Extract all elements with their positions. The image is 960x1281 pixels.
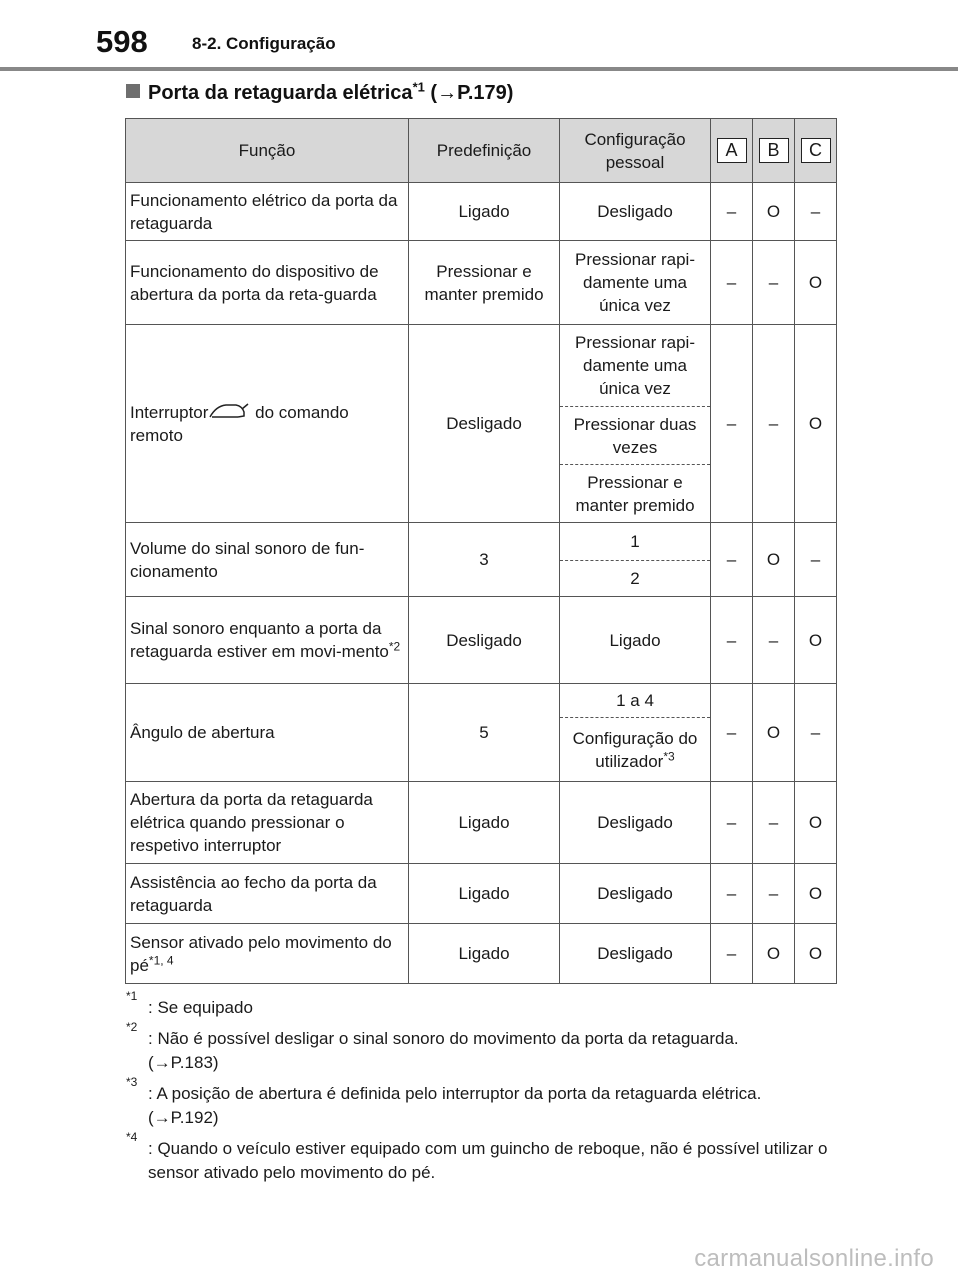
row-function	[126, 597, 409, 684]
row-a: –	[711, 597, 753, 684]
section-title-ref: (→P.179)	[430, 82, 514, 104]
row-b: –	[753, 241, 795, 325]
section-title	[126, 79, 514, 105]
row-c: O	[795, 597, 837, 684]
row-function: Ângulo de abertura	[126, 684, 409, 782]
row-default: Pressionar e manter premido	[409, 241, 560, 325]
row-default: Desligado	[409, 325, 560, 523]
header-b	[753, 119, 795, 183]
row-b: O	[753, 523, 795, 597]
row-setting-3: Pressionar e manter premido	[560, 465, 711, 523]
header-personal-line2: pessoal	[605, 152, 665, 172]
header-function: Função	[126, 119, 409, 183]
table-row	[126, 325, 837, 407]
footnote-text: : Se equipado	[148, 998, 253, 1017]
row-function: Assistência ao fecho da porta da retaguarda	[126, 864, 409, 924]
row-function: Volume do sinal sonoro de fun-cionamento	[126, 523, 409, 597]
row-function: Funcionamento elétrico da porta da retaguarda	[126, 183, 409, 241]
row-b: –	[753, 325, 795, 523]
table-row	[126, 924, 837, 984]
footnote-4: *4 : Quando o veículo estiver equipado com um guincho de reboque, não é possível utilizar o sensor ativado pelo movimento do pé.	[126, 1130, 828, 1182]
row-setting-2: Pressionar duas vezes	[560, 407, 711, 465]
section-title-text: Porta da retaguarda elétrica	[148, 82, 413, 104]
footnote-ref[interactable]: (→P.192)	[148, 1108, 219, 1127]
header-divider	[0, 67, 958, 71]
row-setting-2: 2	[560, 561, 711, 597]
header-c-box: C	[801, 138, 831, 163]
row-setting: Desligado	[560, 924, 711, 984]
row-c: O	[795, 864, 837, 924]
row-setting-2	[560, 718, 711, 782]
row-setting-2-footnote: *3	[663, 748, 675, 763]
row-c: –	[795, 523, 837, 597]
row-c: O	[795, 241, 837, 325]
table-row	[126, 241, 837, 325]
row-setting: Ligado	[560, 597, 711, 684]
footnote-text: : Quando o veículo estiver equipado com um guincho de reboque, não é possível utilizar o sensor ativado pelo movimento do pé.	[148, 1139, 828, 1182]
row-c: O	[795, 325, 837, 523]
header-a	[711, 119, 753, 183]
table-row	[126, 183, 837, 241]
table-row	[126, 782, 837, 864]
page-number: 598	[96, 24, 148, 59]
row-b: –	[753, 597, 795, 684]
row-default: Ligado	[409, 183, 560, 241]
row-function-text: Sinal sonoro enquanto a porta da retaguarda estiver em movi-mento	[130, 619, 389, 661]
header-personal	[560, 119, 711, 183]
table-header-row	[126, 119, 837, 183]
row-function: Funcionamento do dispositivo de abertura da porta da reta-guarda	[126, 241, 409, 325]
footnote-3: *3 : A posição de abertura é definida pelo interruptor da porta da retaguarda elétrica. (→P.192)	[126, 1082, 846, 1130]
row-c: O	[795, 924, 837, 984]
row-b: O	[753, 684, 795, 782]
row-a: –	[711, 325, 753, 523]
footnote-ref[interactable]: (→P.183)	[148, 1053, 219, 1072]
row-function-footnote: *2	[388, 639, 401, 654]
row-setting: Desligado	[560, 782, 711, 864]
header-b-box: B	[759, 138, 789, 163]
header-personal-line1: Configuração	[584, 129, 686, 149]
row-b: –	[753, 782, 795, 864]
row-c: –	[795, 183, 837, 241]
table-row	[126, 864, 837, 924]
table-row	[126, 684, 837, 718]
row-function-text: Sensor ativado pelo movimento do pé	[130, 932, 392, 975]
footnote-2: *2 : Não é possível desligar o sinal sonoro do movimento da porta da retaguarda. (→P.183)	[126, 1027, 846, 1075]
row-a: –	[711, 684, 753, 782]
watermark: carmanualsonline.info	[694, 1245, 934, 1272]
row-function-before: Interruptor	[130, 402, 209, 422]
row-a: –	[711, 782, 753, 864]
footnote-1: *1 : Se equipado	[126, 989, 253, 1017]
row-default: 3	[409, 523, 560, 597]
row-setting-1: 1	[560, 523, 711, 561]
row-function	[126, 924, 409, 984]
row-a: –	[711, 924, 753, 984]
footnotes	[126, 989, 846, 1192]
row-a: –	[711, 241, 753, 325]
row-setting-2-text: Configuração do utilizador	[572, 728, 698, 771]
header-default: Predefinição	[409, 119, 560, 183]
row-a: –	[711, 864, 753, 924]
footnote-text: : Não é possível desligar o sinal sonoro do movimento da porta da retaguarda.	[148, 1029, 739, 1048]
header-a-box: A	[717, 138, 747, 163]
row-function-footnote: *1, 4	[148, 952, 174, 967]
row-function	[126, 325, 409, 523]
row-b: O	[753, 183, 795, 241]
row-default: Ligado	[409, 924, 560, 984]
row-setting-1: 1 a 4	[560, 684, 711, 718]
row-default: Ligado	[409, 864, 560, 924]
row-function: Abertura da porta da retaguarda elétrica quando pressionar o respetivo interruptor	[126, 782, 409, 864]
row-default: Desligado	[409, 597, 560, 684]
table-row	[126, 597, 837, 684]
footnote-text: : A posição de abertura é definida pelo interruptor da porta da retaguarda elétrica.	[148, 1084, 762, 1103]
row-function-after: do comando remoto	[130, 402, 349, 445]
square-bullet-icon	[126, 84, 140, 98]
back-door-remote-button-icon	[208, 402, 250, 420]
settings-table	[125, 118, 837, 984]
row-setting: Desligado	[560, 183, 711, 241]
row-setting: Pressionar rapi-damente uma única vez	[560, 241, 711, 325]
chapter-title: 8-2. Configuração	[192, 34, 336, 53]
section-title-footnote: *1	[412, 79, 425, 95]
row-default: Ligado	[409, 782, 560, 864]
row-c: –	[795, 684, 837, 782]
row-setting-1: Pressionar rapi-damente uma única vez	[560, 325, 711, 407]
header-c	[795, 119, 837, 183]
row-a: –	[711, 183, 753, 241]
row-c: O	[795, 782, 837, 864]
row-b: –	[753, 864, 795, 924]
row-default: 5	[409, 684, 560, 782]
row-b: O	[753, 924, 795, 984]
row-setting: Desligado	[560, 864, 711, 924]
row-a: –	[711, 523, 753, 597]
table-row	[126, 523, 837, 561]
